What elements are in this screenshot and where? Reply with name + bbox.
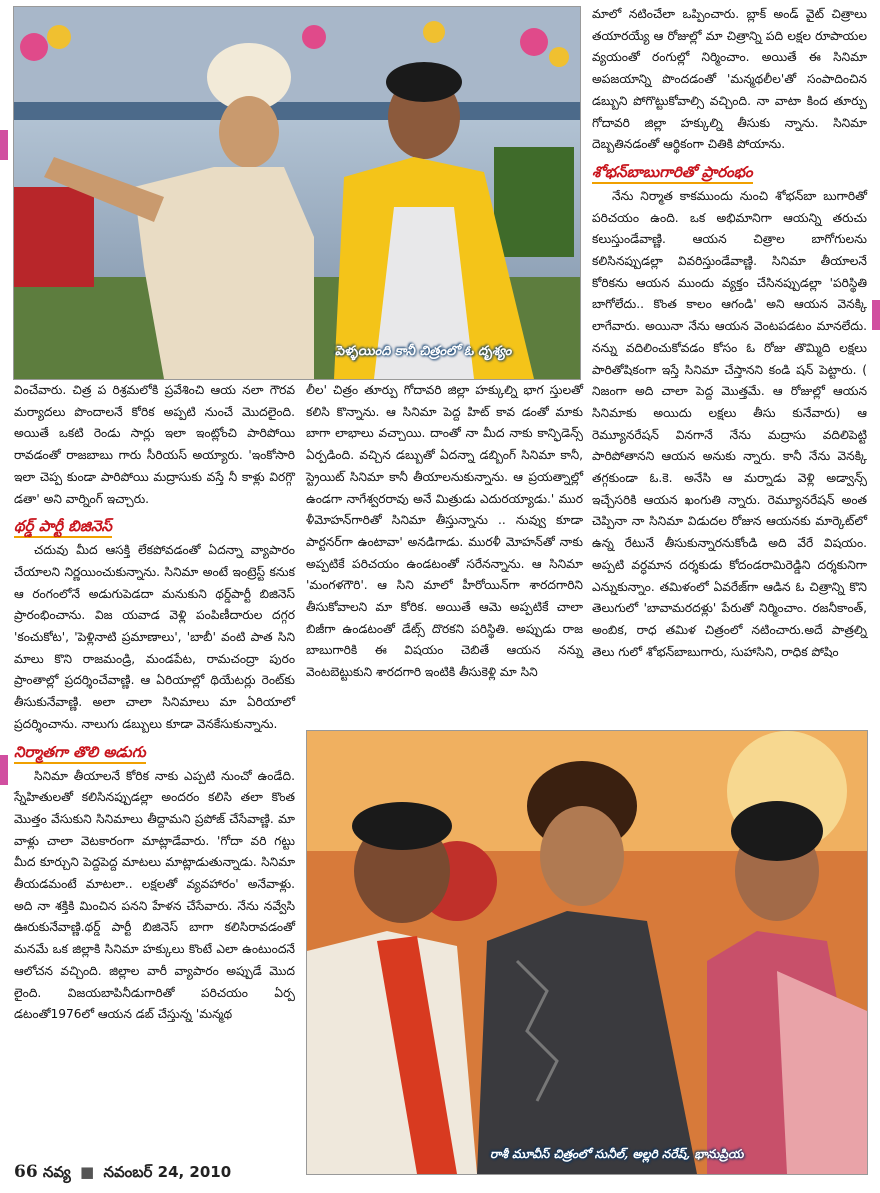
section-heading: నిర్మాతగా తొలి అడుగు <box>14 740 295 764</box>
page-footer <box>14 1162 231 1185</box>
section-heading: థర్డ్ పార్టీ బిజినెస్ <box>14 514 295 538</box>
paragraph: చదువు మీద ఆసక్తి లేకపోవడంతో ఏదన్నా వ్యాపారం చేయాలని నిర్ణయించుకున్నాను. సినిమా అంటే ఇంట్రెస్ట్ కనుక ఆ రంగంలోనే అడుగుపెడదా మనుకుని థర్డ్‌పార్టీ బిజినెస్ ప్రారంభించాను. విజ యవాడ వెళ్లి పంపిణీదారుల దగ్గర 'కంచుకోట', 'పెళ్లినాటి ప్రమాణాలు', 'బాబీ' వంటి పాత సిని మాలు కొని రాజమండ్రి, మండపేట, రామచంద్రా పురం ప్రాంతాల్లో ప్రదర్శించేవాణ్ణి. ఆ ఏరియాల్లో థియేటర్లు రెంట్‌కు తీసుకునేవాణ్ణి. అలా చాలా సినిమాలు మా ఏరియాలో ప్రదర్శించాను. నాలుగు డబ్బులు కూడా వెనకేసుకున్నాను. <box>14 543 295 731</box>
magazine-name: నవ్య <box>42 1163 71 1181</box>
page-edge-marker <box>872 300 880 330</box>
paragraph: లీల' చిత్రం తూర్పు గోదావరి జిల్లా హక్కుల్ని భాగ స్తులతో కలిసి కొన్నాను. ఆ సినిమా పెద్ద హిట్ కావ డంతో మాకు బాగా లాభాలు వచ్చాయి. దాంతో నా మీద నాకు కాన్ఫిడెన్స్ ఏర్పడింది. వచ్చిన డబ్బుతో ఏదన్నా డబ్బింగ్ సినిమా కానీ, స్ట్రెయిట్ సినిమా కానీ తీయాలనుకున్నాను. ఆ ప్రయత్నాల్లో ఉండగా నాగేశ్వరరావు అనే మిత్రుడు ఎదురయ్యాడు.' ముర ళీమోహన్‌గారితో సినిమా తీస్తున్నాను .. నువ్వు కూడా పార్టనర్‌గా ఉంటావా' అనడిగాడు. మురళీ మోహన్‌తో నాకు అప్పటికే పరిచయం ఉండటంతో సరేనన్నాను. ఆ సినిమా 'మంగళగౌరి'. ఆ సిని మాలో హీరోయిన్‌గా శారదగారిని తీసుకోవాలని మా కోరిక. అయితే ఆమె అప్పటికే చాలా బిజీగా ఉండటంతో డేట్స్ దొరకని పరిస్థితి. అప్పుడు రాజ బాబుగారికి ఈ విషయం చెబితే ఆయన నన్ను వెంటబెట్టుకుని శారదగారి ఇంటికి తీసుకెళ్లి మా సిని <box>306 383 583 680</box>
column-1 <box>14 380 295 1026</box>
paragraph: మాలో నటించేలా ఒప్పించారు. బ్లాక్ అండ్ వైట్ చిత్రాలు తయారయ్యే ఆ రోజుల్లో మా చిత్రాన్ని పది లక్షల రూపాయల వ్యయంతో రంగుల్లో నిర్మించాం. అయితే ఈ సినిమా అపజయాన్ని పొందడంతో 'మన్మథలీల'తో సంపాదించిన డబ్బుని పోగొట్టుకోవాల్సి వచ్చింది. నా వాటా కింద తూర్పు గోదావరి జిల్లా హక్కుల్ని తీసుకు న్నాను. సినిమా దెబ్బతినడంతో ఆర్థికంగా చితికి పోయాను. <box>592 7 867 152</box>
page-number: 66 <box>14 1162 38 1182</box>
page-edge-marker <box>0 755 8 785</box>
separator-icon: ■ <box>80 1163 95 1181</box>
page-edge-marker <box>0 130 8 160</box>
column-3 <box>592 4 867 663</box>
paragraph: నేను నిర్మాత కాకముందు నుంచి శోభన్‌బా బుగారితో పరిచయం ఉంది. ఒక అభిమానిగా ఆయన్ని తరుచు కలుస్తుండేవాణ్ణి. ఆయన చిత్రాల బాగోగులను కలిసినప్పుడల్లా వివరిస్తుండేవాణ్ణి. సినిమా తీయాలనే కోరికను ఆయన ముందు వ్యక్తం చేసినప్పుడల్లా 'పరిస్థితి బాగోలేదు.. కొంత కాలం ఆగండి' అని ఆయన వెనక్కి లాగేవారు. అయినా నేను ఆయన వెంటపడటం మానలేదు. నన్ను వదిలించుకోవడం కోసం ఓ రోజు తొమ్మిది లక్షలు పారితోషికంగా ఇస్తే సినిమా చేస్తానని కండి షన్ పెట్టారు. ( నిజంగా అది చాలా పెద్ద మొత్తమే. ఆ రోజుల్లో ఆయన సినిమాకు అయిదు లక్షలు తీసు కునేవారు) ఆ రెమ్యూనరేషన్ వినగానే నేను మద్రాసు వదిలిపెట్టి పారిపోతానని ఆయన అనుకు న్నారు. కానీ నేను వెనక్కి తగ్గకుండా ఓ.కె. అనేసి ఆ మర్నాడు వెళ్లి అడ్వాన్స్ ఇచ్చేసరికి ఆయన ఖంగుతి న్నారు. రెమ్యూనరేషన్ అంత చెప్పినా నా సినిమా విడుదల రోజున ఆయనకు మార్కెట్‌లో ఉన్న రేటునే తీసుకున్నారనుకోండి అది వేరే విషయం. అప్పటి వర్ధమాన దర్శకుడు కోదండరామిరెడ్డిని దర్శకునిగా ఎన్నుకున్నాం. తమిళంలో ఏవరేజ్‌గా ఆడిన ఓ చిత్రాన్ని కొని తెలుగులో 'బావామరదళ్లు' పేరుతో నిర్మించాం. రజనీకాంత్, అంబిక, రాధ తమిళ చిత్రంలో నటించారు.అదే పాత్రల్ని తెలు గులో శోభన్‌బాబుగారు, సుహాసిని, రాధిక పోషిం <box>592 188 867 659</box>
issue-date: నవంబర్ 24, 2010 <box>103 1163 232 1181</box>
film-still-photo-icon <box>307 731 867 1174</box>
column-2 <box>306 380 583 684</box>
bottom-photo <box>306 730 868 1175</box>
paragraph: వించేవారు. చిత్ర ప రిశ్రమలోకి ప్రవేశించి ఆయ నలా గౌరవ మర్యాదలు పొందాలనే కోరిక అప్పటి నుంచే మొదలైంది. అయితే ఒకటి రెండు సార్లు ఇలా ఇంట్లోంచి పారిపోయి రావడంతో రాజబాబు గారు సీరియస్ అయ్యారు. 'ఇంకోసారి ఇలా చెప్ప కుండా పారిపోయి మద్రాసుకు వస్తే నీ కాళ్లు విరగ్గొ డతా' అని వార్నింగ్ ఇచ్చారు. <box>14 383 295 506</box>
top-photo <box>13 6 581 380</box>
section-heading: శోభన్‌బాబుగారితో ప్రారంభం <box>592 160 867 184</box>
bottom-photo-caption: రాశీ మూవీస్ చిత్రంలో సునీల్, అల్లరి నరేష్, భానుప్రియ <box>490 1147 744 1161</box>
top-photo-caption: పెళ్ళయింది కానీ చిత్రంలో ఓ దృశ్యం <box>335 344 512 359</box>
paragraph: సినిమా తీయాలనే కోరిక నాకు ఎప్పటి నుంచో ఉండేది. స్నేహితులతో కలిసినప్పుడల్లా అందరం కలిసి తలా కొంత మొత్తం వేసుకుని సినిమాలు తీద్దామని ప్రపోజ్ చేసేవాణ్ణి. మా వాళ్లు చాలా వెటకారంగా మాట్లాడేవారు. 'గోదా వరి గట్టు మీద కూర్చుని పెద్దపెద్ద మాటలు మాట్లాడుతున్నాడు. సినిమా తీయడమంటే మాటలా.. లక్షలతో వ్యవహారం' అనేవాళ్లు. అది నా శక్తికి మించిన పనని హేళన చేసేవారు. నేను నవ్వేసి ఊరుకునేవాణ్ణి.థర్డ్ పార్టీ బిజినెస్ బాగా కలిసిరావడంతో మనమే ఒక జిల్లాకి సినిమా హక్కులు కొంటే ఎలా ఉంటుందనే ఆలోచన వచ్చింది. జిల్లాల వారీ వ్యాపారం అప్పుడే మొద లైంది. విజయబాపినీడుగారితో పరిచయం ఏర్ప డటంతో1976లో ఆయన డబ్ చేస్తున్న 'మన్మథ <box>14 768 295 1022</box>
wedding-scene-photo-icon <box>14 7 580 379</box>
